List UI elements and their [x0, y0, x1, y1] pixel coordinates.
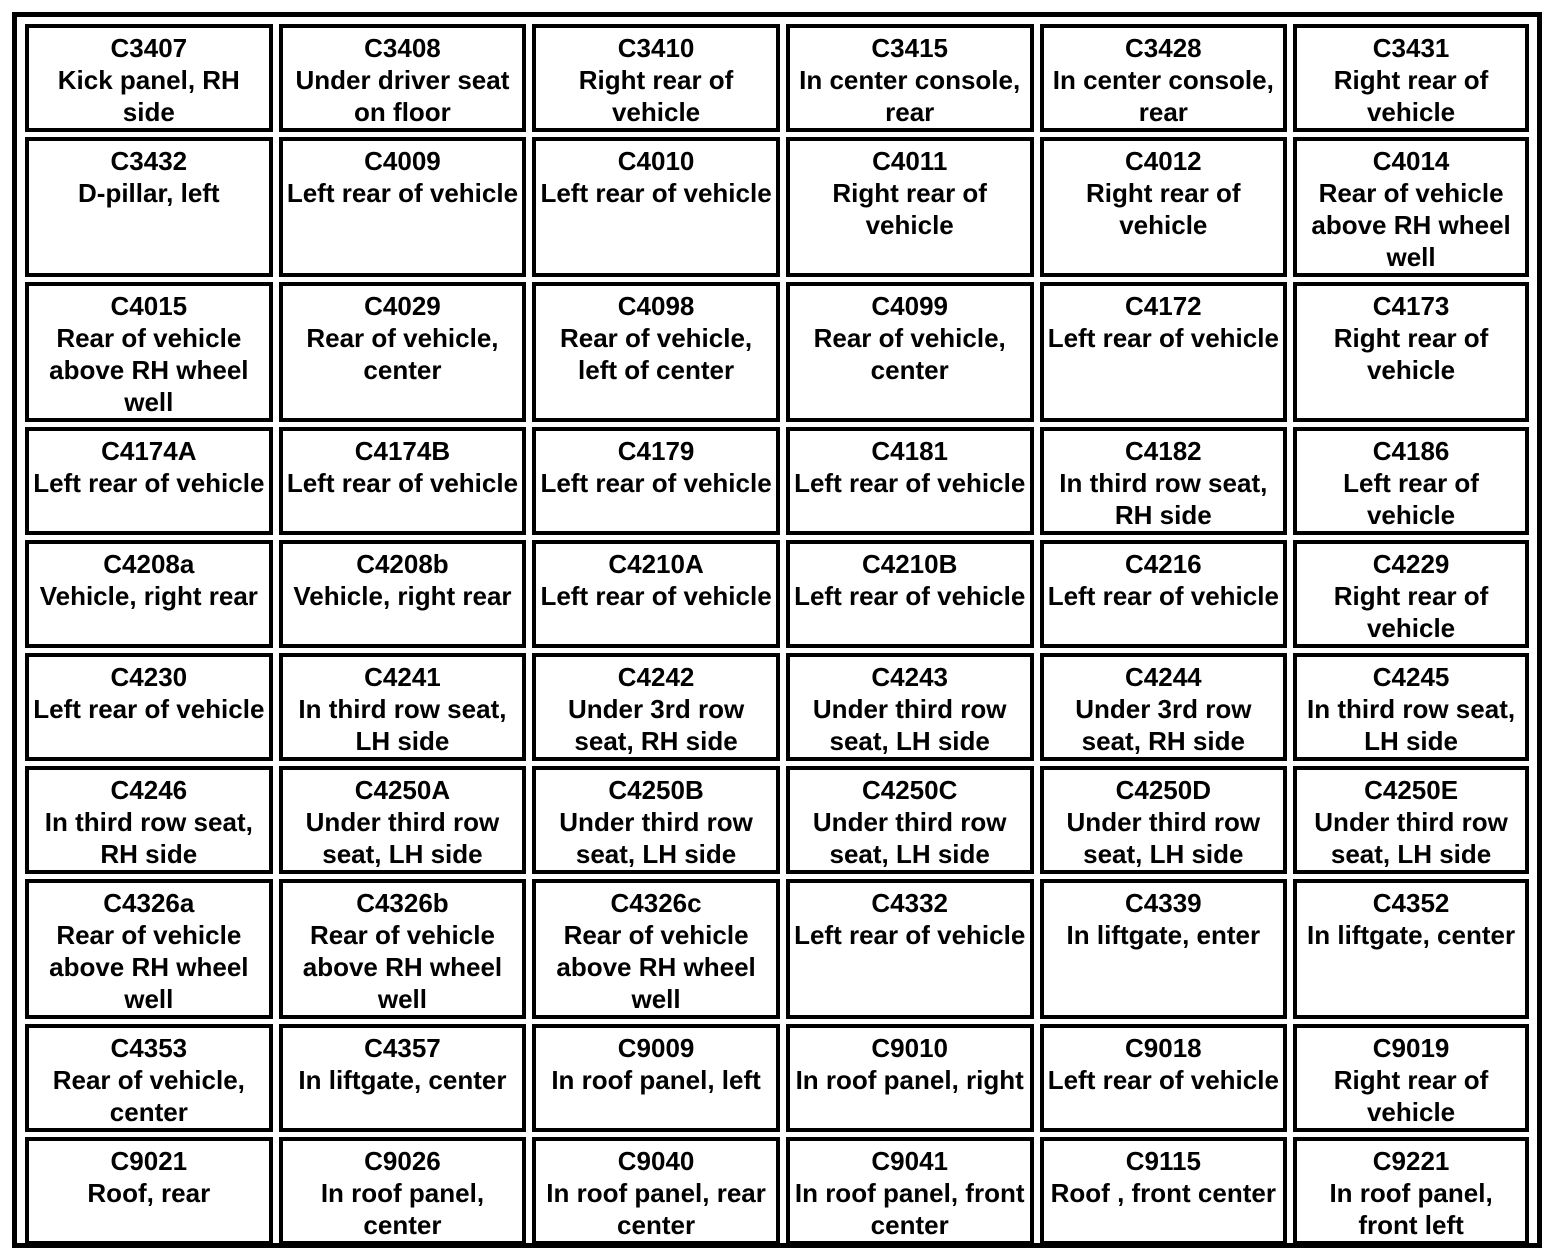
connector-cell — [279, 1137, 527, 1245]
connector-location: Under third row seat, LH side — [812, 694, 1007, 756]
table-row — [25, 24, 1529, 132]
connector-location: In liftgate, center — [298, 1065, 507, 1095]
connector-code: C4326c — [610, 888, 702, 918]
connector-cell — [1040, 282, 1288, 422]
connector-location: Rear of vehicle above RH wheel well — [49, 323, 249, 417]
connector-code: C4210B — [861, 549, 958, 579]
connector-cell — [25, 282, 273, 422]
connector-location: Under 3rd row seat, RH side — [567, 694, 745, 756]
connector-location: Rear of vehicle, center — [52, 1065, 245, 1127]
connector-cell — [1040, 137, 1288, 277]
connector-cell — [279, 427, 527, 535]
connector-location: Vehicle, right rear — [293, 581, 512, 611]
connector-location: Roof, rear — [87, 1178, 211, 1208]
table-row — [25, 1137, 1529, 1245]
connector-location: Under third row seat, LH side — [1314, 807, 1508, 869]
connector-code: C4210A — [608, 549, 704, 579]
connector-location: Rear of vehicle above RH wheel well — [556, 920, 756, 1014]
connector-cell — [532, 766, 780, 874]
connector-cell — [279, 282, 527, 422]
connector-location: Rear of vehicle above RH wheel well — [49, 920, 249, 1014]
connector-location: Right rear of vehicle — [832, 178, 987, 240]
connector-location: Left rear of vehicle — [794, 581, 1026, 611]
connector-location-table — [19, 19, 1535, 1250]
connector-code: C9221 — [1372, 1146, 1450, 1176]
connector-location: Left rear of vehicle — [794, 920, 1026, 950]
connector-code: C4208a — [103, 549, 195, 579]
connector-cell — [786, 766, 1034, 874]
connector-cell — [1293, 137, 1529, 277]
connector-location: Rear of vehicle, center — [813, 323, 1006, 385]
connector-location: Left rear of vehicle — [1047, 1065, 1279, 1095]
connector-location: In roof panel, rear center — [546, 1178, 766, 1240]
connector-code: C4241 — [364, 662, 441, 692]
connector-code: C9041 — [871, 1146, 948, 1176]
connector-cell — [279, 766, 527, 874]
connector-code: C4011 — [872, 146, 948, 176]
connector-code: C9115 — [1125, 1146, 1201, 1176]
connector-code: C4242 — [617, 662, 695, 692]
connector-cell — [279, 24, 527, 132]
connector-location: In roof panel, right — [795, 1065, 1024, 1095]
connector-code: C4332 — [871, 888, 948, 918]
connector-location: In third row seat, RH side — [44, 807, 253, 869]
connector-code: C3410 — [617, 33, 695, 63]
connector-cell — [532, 540, 780, 648]
connector-cell — [279, 1024, 527, 1132]
connector-location: In third row seat, RH side — [1059, 468, 1268, 530]
connector-cell — [532, 427, 780, 535]
connector-code: C4250C — [861, 775, 958, 805]
connector-location: Right rear of vehicle — [578, 65, 734, 127]
table-row — [25, 879, 1529, 1019]
connector-code: C4098 — [617, 291, 695, 321]
connector-code: C4172 — [1125, 291, 1202, 321]
connector-location: Under third row seat, LH side — [812, 807, 1007, 869]
connector-cell — [25, 24, 273, 132]
connector-cell — [786, 879, 1034, 1019]
connector-cell — [1040, 879, 1288, 1019]
table-body — [25, 24, 1529, 1245]
connector-code: C3432 — [110, 146, 188, 176]
connector-location: Right rear of vehicle — [1333, 1065, 1489, 1127]
connector-cell — [1040, 766, 1288, 874]
connector-cell — [25, 1024, 273, 1132]
connector-code: C4208b — [356, 549, 449, 579]
table-row — [25, 282, 1529, 422]
connector-cell — [532, 1137, 780, 1245]
connector-code: C4250D — [1115, 775, 1212, 805]
connector-code: C4250E — [1364, 775, 1459, 805]
connector-location: In liftgate, center — [1307, 920, 1516, 950]
connector-code: C3408 — [364, 33, 441, 63]
connector-code: C4173 — [1372, 291, 1450, 321]
connector-code: C4174B — [354, 436, 451, 466]
connector-code: C4182 — [1125, 436, 1202, 466]
connector-code: C4179 — [617, 436, 695, 466]
connector-location: Right rear of vehicle — [1333, 581, 1489, 643]
connector-code: C4012 — [1125, 146, 1202, 176]
connector-cell — [1293, 427, 1529, 535]
connector-cell — [532, 879, 780, 1019]
table-row — [25, 540, 1529, 648]
connector-cell — [25, 137, 273, 277]
connector-cell — [1293, 1024, 1529, 1132]
connector-location: Left rear of vehicle — [1047, 323, 1279, 353]
connector-location: Left rear of vehicle — [286, 468, 519, 498]
connector-code: C4243 — [871, 662, 948, 692]
connector-code: C3415 — [871, 33, 948, 63]
connector-cell — [1293, 1137, 1529, 1245]
connector-location: Left rear of vehicle — [794, 468, 1026, 498]
connector-cell — [786, 137, 1034, 277]
connector-code: C3431 — [1372, 33, 1450, 63]
connector-location: Left rear of vehicle — [1343, 468, 1479, 530]
connector-cell — [532, 282, 780, 422]
connector-cell — [1293, 282, 1529, 422]
connector-code: C4244 — [1125, 662, 1202, 692]
connector-code: C9026 — [364, 1146, 441, 1176]
connector-cell — [1293, 766, 1529, 874]
connector-location: D-pillar, left — [78, 178, 220, 208]
connector-location: In roof panel, front center — [794, 1178, 1025, 1240]
connector-location: In third row seat, LH side — [298, 694, 507, 756]
connector-location: Left rear of vehicle — [1047, 581, 1279, 611]
connector-cell — [786, 282, 1034, 422]
connector-cell — [532, 653, 780, 761]
connector-code: C3407 — [110, 33, 188, 63]
connector-code: C4245 — [1372, 662, 1450, 692]
connector-cell — [1293, 653, 1529, 761]
connector-code: C3428 — [1125, 33, 1202, 63]
connector-code: C9019 — [1372, 1033, 1450, 1063]
connector-location: In roof panel, center — [320, 1178, 485, 1240]
connector-location: Rear of vehicle above RH wheel well — [1311, 178, 1511, 272]
connector-location: In third row seat, LH side — [1307, 694, 1516, 756]
connector-location: Left rear of vehicle — [33, 694, 265, 724]
connector-code: C4010 — [617, 146, 695, 176]
connector-cell — [1293, 24, 1529, 132]
connector-code: C4353 — [110, 1033, 188, 1063]
connector-code: C4229 — [1372, 549, 1450, 579]
connector-cell — [25, 653, 273, 761]
connector-code: C4181 — [871, 436, 948, 466]
connector-cell — [279, 653, 527, 761]
connector-code: C9018 — [1125, 1033, 1202, 1063]
connector-cell — [1040, 653, 1288, 761]
connector-location: Right rear of vehicle — [1333, 65, 1489, 127]
connector-location: Right rear of vehicle — [1333, 323, 1489, 385]
connector-cell — [786, 540, 1034, 648]
connector-cell — [786, 427, 1034, 535]
connector-cell — [786, 1024, 1034, 1132]
connector-code: C4174A — [101, 436, 197, 466]
connector-cell — [25, 879, 273, 1019]
connector-code: C4015 — [110, 291, 188, 321]
connector-cell — [279, 137, 527, 277]
connector-code: C4014 — [1372, 146, 1450, 176]
connector-code: C4250B — [608, 775, 704, 805]
connector-code: C4326b — [356, 888, 449, 918]
connector-location: Left rear of vehicle — [286, 178, 519, 208]
connector-location: Left rear of vehicle — [540, 468, 772, 498]
connector-code: C4352 — [1372, 888, 1450, 918]
connector-cell — [1040, 24, 1288, 132]
connector-location: Rear of vehicle, left of center — [559, 323, 753, 385]
connector-cell — [1293, 879, 1529, 1019]
connector-code: C4099 — [871, 291, 948, 321]
connector-code: C4029 — [364, 291, 441, 321]
connector-cell — [279, 879, 527, 1019]
connector-cell — [1040, 1024, 1288, 1132]
connector-cell — [25, 427, 273, 535]
connector-code: C9021 — [110, 1146, 188, 1176]
connector-code: C4009 — [364, 146, 441, 176]
connector-location: Under driver seat on floor — [295, 65, 510, 127]
connector-location: Rear of vehicle above RH wheel well — [302, 920, 503, 1014]
connector-cell — [1293, 540, 1529, 648]
connector-code: C4250A — [354, 775, 451, 805]
connector-location: Under third row seat, LH side — [559, 807, 753, 869]
connector-location: Kick panel, RH side — [57, 65, 240, 127]
table-row — [25, 137, 1529, 277]
connector-location: Right rear of vehicle — [1086, 178, 1241, 240]
connector-code: C4246 — [110, 775, 188, 805]
connector-code: C9010 — [871, 1033, 948, 1063]
connector-code: C4357 — [364, 1033, 441, 1063]
connector-cell — [25, 1137, 273, 1245]
connector-cell — [279, 540, 527, 648]
connector-cell — [786, 24, 1034, 132]
connector-code: C9040 — [617, 1146, 695, 1176]
connector-location: Left rear of vehicle — [540, 581, 772, 611]
connector-location: Left rear of vehicle — [540, 178, 772, 208]
connector-location: In center console, rear — [1052, 65, 1274, 127]
connector-cell — [786, 1137, 1034, 1245]
connector-cell — [532, 24, 780, 132]
connector-location: Rear of vehicle, center — [306, 323, 499, 385]
connector-code: C4186 — [1372, 436, 1450, 466]
connector-location: Vehicle, right rear — [39, 581, 258, 611]
table-row — [25, 427, 1529, 535]
connector-cell — [532, 1024, 780, 1132]
connector-cell — [25, 766, 273, 874]
connector-code: C4230 — [110, 662, 188, 692]
connector-location: Under third row seat, LH side — [305, 807, 500, 869]
connector-cell — [1040, 540, 1288, 648]
connector-cell — [532, 137, 780, 277]
connector-location: Left rear of vehicle — [33, 468, 265, 498]
table-row — [25, 766, 1529, 874]
connector-location: Roof , front center — [1050, 1178, 1276, 1208]
connector-code: C4326a — [103, 888, 195, 918]
connector-code: C4216 — [1125, 549, 1202, 579]
connector-location: In center console, rear — [799, 65, 1021, 127]
table-row — [25, 1024, 1529, 1132]
connector-code: C4339 — [1125, 888, 1202, 918]
connector-location: Under 3rd row seat, RH side — [1075, 694, 1252, 756]
table-row — [25, 653, 1529, 761]
connector-location: In liftgate, enter — [1066, 920, 1261, 950]
connector-location: Under third row seat, LH side — [1066, 807, 1261, 869]
connector-cell — [1040, 427, 1288, 535]
connector-cell — [25, 540, 273, 648]
connector-code: C9009 — [617, 1033, 695, 1063]
connector-location: In roof panel, left — [551, 1065, 761, 1095]
connector-cell — [1040, 1137, 1288, 1245]
connector-cell — [786, 653, 1034, 761]
connector-location-table-frame — [12, 12, 1542, 1248]
connector-location: In roof panel, front left — [1329, 1178, 1493, 1240]
